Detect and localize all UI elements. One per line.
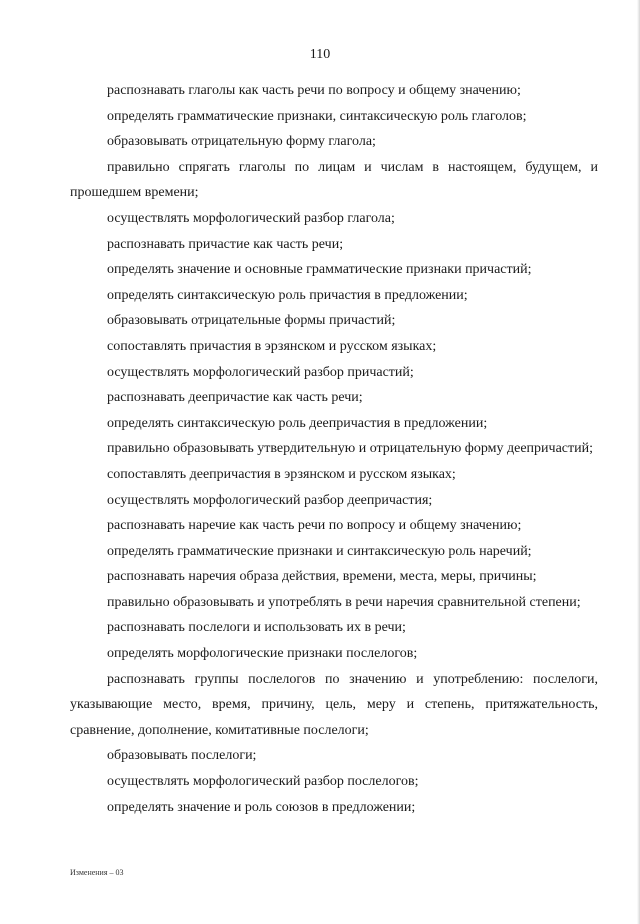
paragraph: распознавать деепричастие как часть речи;	[107, 390, 363, 406]
paragraph: распознавать причастие как часть речи;	[107, 236, 344, 252]
paragraph: осуществлять морфологический разбор послелогов;	[107, 774, 419, 790]
paragraph: определять синтаксическую роль деепричастия в предложении;	[107, 415, 488, 431]
body-text	[70, 78, 598, 820]
paragraph: определять синтаксическую роль причастия в предложении;	[107, 287, 468, 303]
paragraph: распознавать послелоги и использовать их в речи;	[107, 620, 406, 636]
paragraph: образовывать отрицательную форму глагола;	[107, 134, 376, 150]
paragraph: определять морфологические признаки послелогов;	[107, 646, 418, 662]
paragraph: правильно образовывать утвердительную и отрицательную форму деепричастий;	[107, 441, 594, 457]
paragraph: распознавать глаголы как часть речи по вопросу и общему значению;	[107, 83, 521, 98]
paragraph: распознавать наречия образа действия, времени, места, меры, причины;	[107, 569, 537, 585]
paragraph: распознавать наречие как часть речи по вопросу и общему значению;	[107, 518, 522, 534]
paragraph: образовывать отрицательные формы причастий;	[107, 313, 396, 329]
page-number: 110	[309, 47, 331, 62]
paragraph: правильно спрягать глаголы по лицам и числам в настоящем, будущем, и прошедшем времени;	[70, 159, 598, 201]
paragraph: образовывать послелоги;	[107, 748, 257, 764]
paragraph: определять значение и основные грамматические признаки причастий;	[107, 262, 532, 278]
paragraph: сопоставлять деепричастия в эрзянском и русском языках;	[107, 466, 456, 482]
paragraph: осуществлять морфологический разбор причастий;	[107, 364, 414, 380]
revision-note: Изменения – 03	[70, 868, 124, 877]
paragraph: осуществлять морфологический разбор глагола;	[107, 210, 395, 226]
paragraph: правильно образовывать и употреблять в речи наречия сравнительной степени;	[107, 594, 581, 610]
paragraph: определять значение и роль союзов в предложении;	[107, 799, 416, 815]
paragraph: осуществлять морфологический разбор деепричастия;	[107, 492, 433, 508]
paragraph: определять грамматические признаки, синтаксическую роль глаголов;	[107, 108, 527, 124]
paragraph: сопоставлять причастия в эрзянском и русском языках;	[107, 338, 437, 354]
paragraph: распознавать группы послелогов по значению и употреблению: послелоги, указывающие место, время, причину, цель, меру и степень, притяжательность, сравнение, дополнение, комитативные послелоги;	[70, 671, 598, 738]
paragraph: определять грамматические признаки и синтаксическую роль наречий;	[107, 543, 532, 559]
